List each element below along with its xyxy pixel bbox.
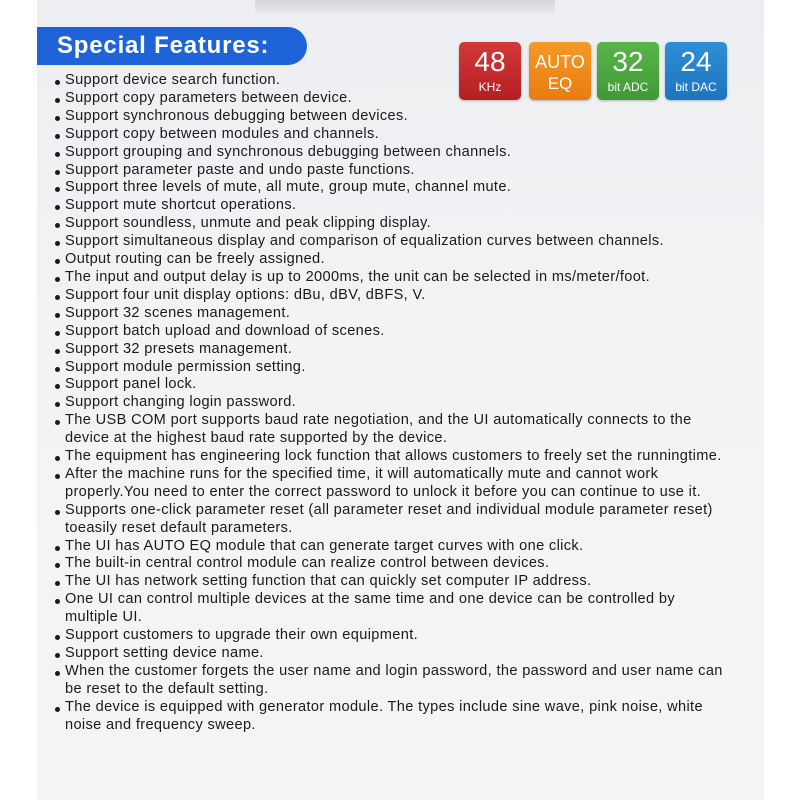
feature-item [52, 126, 730, 144]
bullet-icon [55, 80, 60, 85]
feature-text: Support grouping and synchronous debugging between channels. [65, 143, 512, 160]
feature-item [52, 215, 730, 233]
feature-text: Support changing login password. [65, 394, 297, 411]
badge-label: bit DAC [675, 80, 717, 94]
bullet-icon [55, 277, 60, 282]
bullet-icon [55, 707, 60, 712]
feature-item [52, 376, 730, 394]
feature-text: Support copy between modules and channels. [65, 125, 380, 142]
bullet-icon [55, 116, 60, 121]
feature-text: Support module permission setting. [65, 358, 306, 375]
badge-label: bit ADC [607, 80, 649, 94]
badge-label: EQ [547, 74, 573, 93]
feature-text: The USB COM port supports baud rate negotiation, and the UI automatically connects to the device at the highest baud rate supported by the device. [65, 412, 692, 447]
feature-item [52, 538, 730, 556]
badge-value: 48 [474, 46, 506, 77]
feature-item [52, 323, 730, 341]
bullet-icon [55, 152, 60, 157]
feature-item [52, 197, 730, 215]
bullet-icon [55, 241, 60, 246]
bullet-icon [55, 384, 60, 389]
feature-text: Support 32 scenes management. [65, 304, 291, 321]
bullet-icon [55, 599, 60, 604]
feature-text: Support soundless, unmute and peak clipping display. [65, 215, 431, 232]
feature-item [52, 502, 730, 538]
feature-item [52, 144, 730, 162]
feature-item [52, 72, 730, 90]
feature-item [52, 251, 730, 269]
bullet-icon [55, 170, 60, 175]
feature-text: Support synchronous debugging between devices. [65, 107, 409, 124]
feature-text: The UI has AUTO EQ module that can generate target curves with one click. [65, 537, 584, 554]
feature-text: Support simultaneous display and comparison of equalization curves between channels. [65, 233, 664, 250]
feature-item [52, 394, 730, 412]
feature-text: After the machine runs for the specified time, it will automatically mute and cannot work properly.You need to enter the correct password to unlock it before you can continue to use it. [65, 465, 702, 500]
bullet-icon [55, 474, 60, 479]
feature-item [52, 412, 730, 448]
bullet-icon [55, 313, 60, 318]
feature-item [52, 90, 730, 108]
bullet-icon [55, 187, 60, 192]
bullet-icon [55, 205, 60, 210]
feature-item [52, 448, 730, 466]
feature-item [52, 269, 730, 287]
badge-label: KHz [478, 80, 502, 94]
bullet-icon [55, 367, 60, 372]
feature-text: Support panel lock. [65, 376, 197, 393]
feature-item [52, 699, 730, 735]
bullet-icon [55, 134, 60, 139]
feature-item [52, 162, 730, 180]
feature-item [52, 305, 730, 323]
feature-item [52, 341, 730, 359]
feature-item [52, 359, 730, 377]
feature-text: The equipment has engineering lock function that allows customers to freely set the runningtime. [65, 448, 722, 465]
feature-item [52, 179, 730, 197]
bullet-icon [55, 635, 60, 640]
bullet-icon [55, 581, 60, 586]
feature-text: Support batch upload and download of scenes. [65, 322, 385, 339]
feature-text: One UI can control multiple devices at the same time and one device can be controlled by multiple UI. [65, 591, 676, 626]
feature-item [52, 108, 730, 126]
feature-list [52, 72, 730, 735]
bullet-icon [55, 349, 60, 354]
feature-text: Supports one-click parameter reset (all parameter reset and individual module parameter reset) toeasily reset default parameters. [65, 501, 713, 536]
feature-text: Support four unit display options: dBu, dBV, dBFS, V. [65, 286, 426, 303]
feature-text: Support copy parameters between device. [65, 89, 353, 106]
feature-item [52, 591, 730, 627]
bullet-icon [55, 295, 60, 300]
feature-item [52, 555, 730, 573]
bullet-icon [55, 653, 60, 658]
badge-value: 32 [612, 46, 644, 77]
bullet-icon [55, 98, 60, 103]
feature-text: Support device search function. [65, 72, 281, 88]
feature-text: Support mute shortcut operations. [65, 197, 297, 214]
bullet-icon [55, 456, 60, 461]
feature-item [52, 627, 730, 645]
bullet-icon [55, 402, 60, 407]
feature-text: When the customer forgets the user name and login password, the password and user name can be reset to the default setting. [65, 662, 723, 697]
feature-text: The input and output delay is up to 2000ms, the unit can be selected in ms/meter/foot. [65, 268, 650, 285]
bullet-icon [55, 420, 60, 425]
feature-item [52, 663, 730, 699]
feature-text: Support setting device name. [65, 645, 264, 661]
bullet-icon [55, 546, 60, 551]
bullet-icon [55, 563, 60, 568]
feature-text: Support parameter paste and undo paste functions. [65, 161, 415, 178]
feature-item [52, 466, 730, 502]
feature-text: The device is equipped with generator module. The types include sine wave, pink noise, white noise and frequency sweep. [65, 698, 703, 733]
feature-item [52, 287, 730, 305]
page-title: Special Features: [37, 27, 307, 65]
badge-value: 24 [680, 46, 712, 77]
device-edge-decoration [255, 0, 555, 14]
bullet-icon [55, 223, 60, 228]
feature-text: The UI has network setting function that can quickly set computer IP address. [65, 573, 592, 590]
feature-text: Output routing can be freely assigned. [65, 251, 325, 268]
bullet-icon [55, 259, 60, 264]
bullet-icon [55, 671, 60, 676]
feature-item [52, 645, 730, 663]
feature-text: Support three levels of mute, all mute, group mute, channel mute. [65, 179, 512, 196]
feature-item [52, 233, 730, 251]
feature-text: Support customers to upgrade their own equipment. [65, 627, 418, 644]
bullet-icon [55, 331, 60, 336]
feature-item [52, 573, 730, 591]
bullet-icon [55, 510, 60, 515]
feature-text: Support 32 presets management. [65, 340, 293, 357]
badge-value: AUTO [535, 52, 585, 72]
feature-text: The built-in central control module can realize control between devices. [65, 555, 550, 572]
